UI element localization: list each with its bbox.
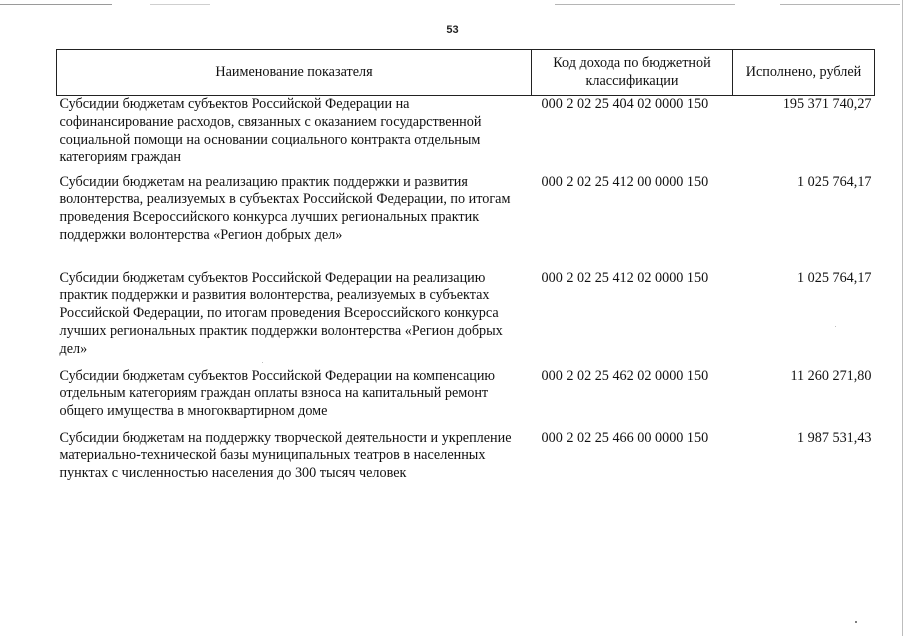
income-code: 000 2 02 25 462 02 0000 150 xyxy=(541,367,709,384)
scan-speck xyxy=(855,621,857,623)
page-edge xyxy=(902,0,903,636)
income-code: 000 2 02 25 412 02 0000 150 xyxy=(541,269,709,286)
table-row xyxy=(57,430,875,490)
indicator-name: Субсидии бюджетам на поддержку творческой деятельности и укрепление материально-технической базы муниципальных театров в населенных пунктах с численностью населения до 300 тысяч человек xyxy=(59,429,512,482)
indicator-name: Субсидии бюджетам субъектов Российской Федерации на софинансирование расходов, связанных с оказанием государственной социальной помощи на основании социального контракта отдельным категориям граждан xyxy=(59,96,482,166)
table-row xyxy=(57,96,875,174)
indicator-name: Субсидии бюджетам на реализацию практик поддержки и развития волонтерства, реализуемых в субъектах Российской Федерации, по итогам проведения Всероссийского конкурса лучших региональных практик поддержки волонтерства «Регион добрых дел» xyxy=(59,173,511,243)
indicator-name: Субсидии бюджетам субъектов Российской Федерации на компенсацию отдельным категориям граждан оплаты взноса на капитальный ремонт общего имущества в многоквартирном доме xyxy=(59,367,496,420)
header-income-code: Код дохода по бюджетной классификации xyxy=(532,50,733,96)
income-code: 000 2 02 25 466 00 0000 150 xyxy=(541,429,709,446)
table-row xyxy=(57,270,875,368)
amount-executed: 1 025 764,17 xyxy=(797,173,872,190)
scan-speck xyxy=(835,326,836,327)
amount-executed: 195 371 740,27 xyxy=(782,96,872,112)
table-row xyxy=(57,368,875,430)
table-row xyxy=(57,174,875,270)
income-code: 000 2 02 25 412 00 0000 150 xyxy=(541,173,709,190)
table-header-row xyxy=(57,50,875,96)
scan-artifact-line xyxy=(555,4,735,5)
budget-revenue-table xyxy=(56,49,875,490)
amount-executed: 1 025 764,17 xyxy=(797,269,872,286)
scan-artifact-line xyxy=(150,4,210,5)
income-code: 000 2 02 25 404 02 0000 150 xyxy=(541,96,709,112)
indicator-name: Субсидии бюджетам субъектов Российской Федерации на реализацию практик поддержки и развития волонтерства, реализуемых в субъектах Российской Федерации, по итогам проведения Всероссийского конкурса лучших региональных практик поддержки волонтерства «Регион добрых дел» xyxy=(59,269,503,357)
header-indicator-name: Наименование показателя xyxy=(57,50,532,96)
scan-speck xyxy=(262,362,263,363)
amount-executed: 11 260 271,80 xyxy=(790,367,872,384)
scan-artifact-line xyxy=(780,4,900,5)
amount-executed: 1 987 531,43 xyxy=(797,429,872,446)
header-amount-executed: Исполнено, рублей xyxy=(733,50,875,96)
page-number: 53 xyxy=(446,24,459,36)
scan-artifact-line xyxy=(0,4,112,5)
